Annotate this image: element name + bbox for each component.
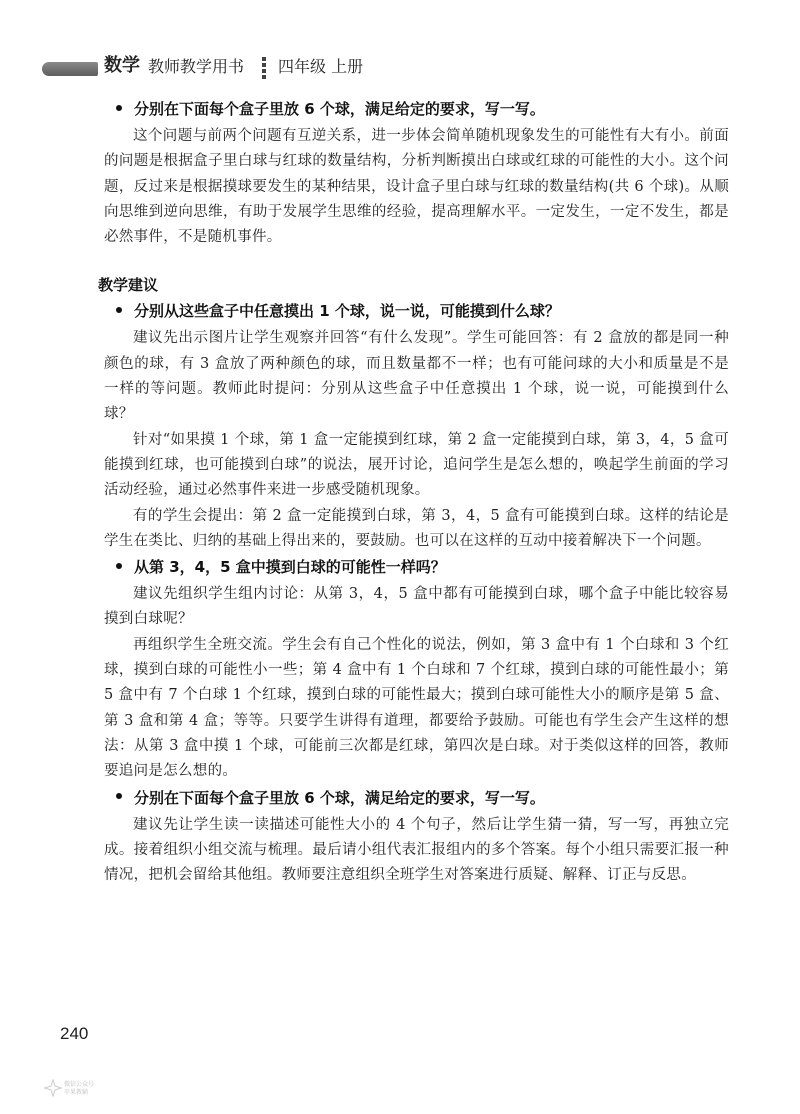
section-title-teaching: 教学建议 <box>98 276 159 295</box>
bullet-icon <box>116 105 122 111</box>
watermark-logo-icon <box>44 1079 62 1097</box>
header-decoration-bar <box>42 62 98 76</box>
page-content <box>98 96 729 888</box>
bullet-heading <box>104 554 729 580</box>
bullet-heading <box>104 298 729 324</box>
running-header <box>0 52 800 92</box>
header-book-title: 教师教学用书 <box>148 57 245 76</box>
bullet-heading <box>104 785 729 811</box>
paragraph: 建议先出示图片让学生观察并回答“有什么发现”。学生可能回答：有 2 盒放的都是同一种颜色的球，有 3 盒放了两种颜色的球，而且数量都不一样；也有可能问球的大小和质量是不是一样的等问题。教师此时提问：分别从这些盒子中任意摸出 1 个球，说一说，可能摸到什么球？ <box>104 330 729 423</box>
header-grade: 四年级 上册 <box>278 57 364 76</box>
watermark-line2: 苹果教辅 <box>64 1089 89 1096</box>
paragraph: 针对“如果摸 1 个球，第 1 盒一定能摸到红球，第 2 盒一定能摸到白球，第 3，4，5 盒可能摸到红球，也可能摸到白球”的说法，展开讨论，追问学生是怎么想的，唤起学生前面的学习活动经验，通过必然事件来进一步感受随机现象。 <box>104 431 729 499</box>
watermark-text <box>64 1081 94 1097</box>
bullet-heading-text: 分别在下面每个盒子里放 6 个球，满足给定的要求，写一写。 <box>134 788 545 807</box>
header-subject: 数学 <box>104 55 140 76</box>
bullet-heading-text: 分别从这些盒子中任意摸出 1 个球，说一说，可能摸到什么球？ <box>134 302 560 321</box>
paragraph: 建议先组织学生组内讨论：从第 3，4，5 盒中都有可能摸到白球，哪个盒子中能比较容易摸到白球呢？ <box>104 586 729 628</box>
bullet-icon <box>116 307 122 313</box>
paragraph: 建议先让学生读一读描述可能性大小的 4 个句子，然后让学生猜一猜，写一写，再独立完成。接着组织小组交流与梳理。最后请小组代表汇报组内的多个答案。每个小组只需要汇报一种情况，把机会留给其他组。教师要注意组织全班学生对答案进行质疑、解释、订正与反思。 <box>104 816 729 884</box>
bullet-heading-text: 从第 3，4，5 盒中摸到白球的可能性一样吗？ <box>134 558 446 577</box>
page-number: 240 <box>60 1024 89 1043</box>
watermark <box>44 1079 104 1103</box>
header-separator <box>262 57 266 79</box>
paragraph: 再组织学生全班交流。学生会有自己个性化的说法，例如，第 3 盒中有 1 个白球和 3 个红球，摸到白球的可能性小一些；第 4 盒中有 1 个白球和 7 个红球，摸到白球的可能性最小；第 5 盒中有 7 个白球 1 个红球，摸到白球的可能性最大；摸到白球可能性大小的顺序是第 5 盒、第 3 盒和第 4 盒；等等。只要学生讲得有道理，都要给予鼓励。可能也有学生会产生这样的想法：从第 3 盒中摸 1 个球，可能前三次都是红球，第四次是白球。对于类似这样的回答，教师要追问是怎么想的。 <box>104 636 729 780</box>
bullet-icon <box>116 793 122 799</box>
paragraph: 有的学生会提出：第 2 盒一定能摸到白球，第 3，4，5 盒有可能摸到白球。这样的结论是学生在类比、归纳的基础上得出来的，要鼓励。也可以在这样的互动中接着解决下一个问题。 <box>104 507 729 549</box>
bullet-heading-text: 分别在下面每个盒子里放 6 个球，满足给定的要求，写一写。 <box>134 100 545 118</box>
bullet-heading <box>104 96 729 122</box>
bullet-icon <box>116 563 122 569</box>
paragraph: 这个问题与前两个问题有互逆关系，进一步体会简单随机现象发生的可能性有大有小。前面的问题是根据盒子里白球与红球的数量结构，分析判断摸出白球或红球的可能性的大小。这个问题，反过来是根据摸球要发生的某种结果，设计盒子里白球与红球的数量结构(共 6 个球)。从顺向思维到逆向思维，有助于发展学生思维的经验，提高理解水平。一定发生，一定不发生，都是必然事件，不是随机事件。 <box>104 128 729 246</box>
watermark-line1: 微信公众号 <box>64 1081 95 1088</box>
